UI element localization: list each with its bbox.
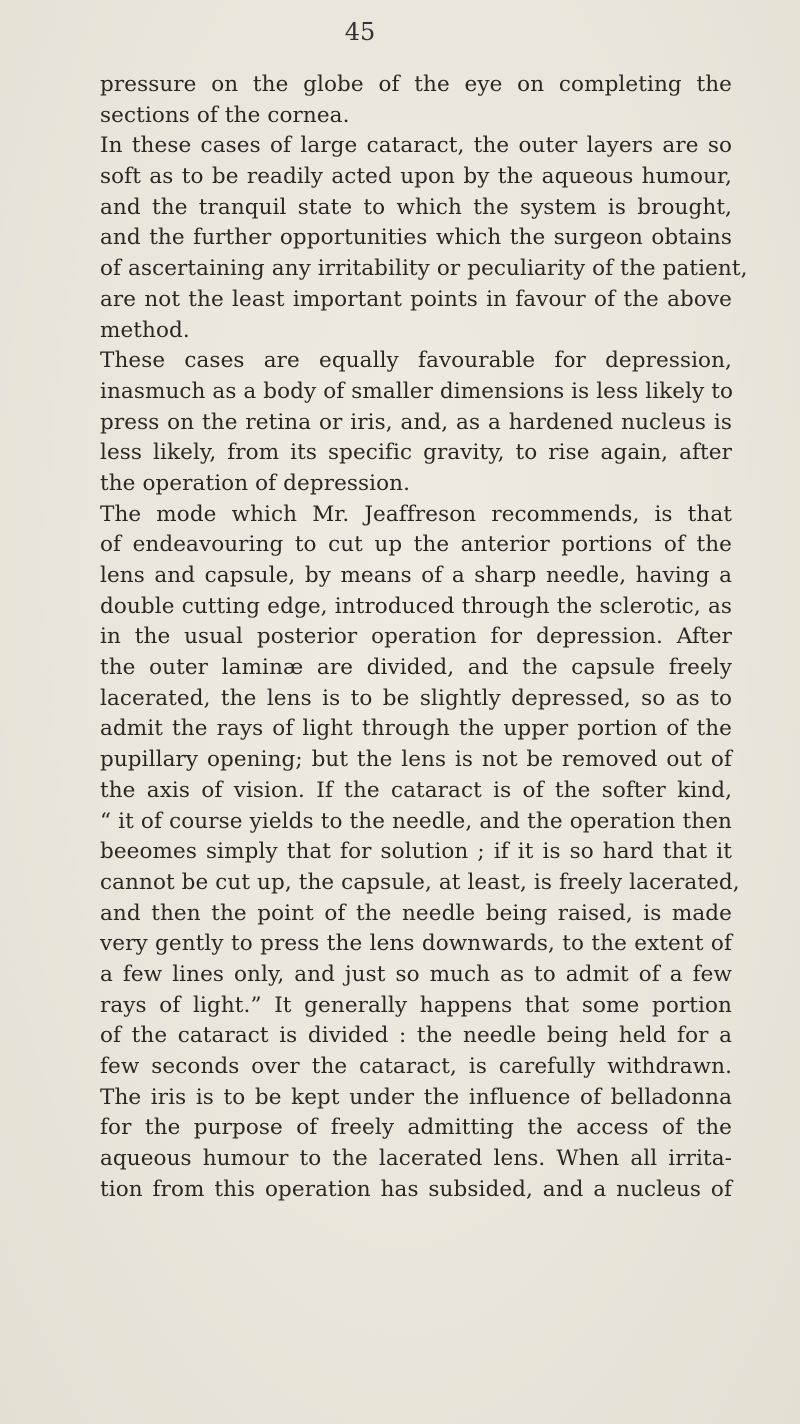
text-line: a few lines only, and just so much as to admit of a few (100, 961, 732, 987)
text-line: The iris is to be kept under the influence of belladonna (100, 1084, 732, 1110)
text-line: admit the rays of light through the upper portion of the (100, 716, 732, 742)
text-line: In these cases of large cataract, the outer layers are so (100, 133, 732, 159)
text-line: the axis of vision. If the cataract is of the softer kind, (100, 777, 732, 803)
text-line: and the tranquil state to which the system is brought, (100, 194, 732, 220)
text-line: in the usual posterior operation for depression. After (100, 624, 732, 650)
text-line: of endeavouring to cut up the anterior portions of the (100, 532, 732, 558)
text-line: rays of light.” It generally happens that some portion (100, 992, 732, 1018)
text-line: pupillary opening; but the lens is not be removed out of (100, 747, 732, 773)
text-line: few seconds over the cataract, is carefully withdrawn. (100, 1054, 732, 1079)
text-line: inasmuch as a body of smaller dimensions is less likely to (100, 378, 734, 404)
text-line: pressure on the globe of the eye on completing the (100, 72, 732, 97)
page-number: 45 (344, 18, 376, 46)
text-line: “ it of course yields to the needle, and the operation then (100, 808, 732, 834)
text-line: lens and capsule, by means of a sharp needle, having a (100, 563, 732, 588)
text-line: tion from this operation has subsided, and a nucleus of (100, 1176, 732, 1202)
body-text (100, 70, 748, 1205)
text-line: sections of the cornea. (100, 102, 350, 128)
text-line: cannot be cut up, the capsule, at least, is freely lacerated, (100, 869, 740, 895)
text-line: for the purpose of freely admitting the access of the (100, 1115, 732, 1141)
text-line: of ascertaining any irritability or peculiarity of the patient, (100, 256, 748, 282)
text-line: and the further opportunities which the surgeon obtains (100, 225, 732, 251)
text-line: soft as to be readily acted upon by the aqueous humour, (100, 164, 732, 190)
text-line: The mode which Mr. Jeaffreson recommends, is that (100, 501, 732, 527)
text-line: method. (100, 317, 190, 343)
text-line: are not the least important points in favour of the above (100, 286, 732, 312)
text-line: the outer laminæ are divided, and the capsule freely (100, 655, 732, 681)
text-line: beeomes simply that for solution ; if it is so hard that it (100, 839, 732, 865)
text-line: lacerated, the lens is to be slightly depressed, so as to (100, 685, 732, 711)
text-line: the operation of depression. (100, 470, 411, 496)
text-line: aqueous humour to the lacerated lens. When all irrita- (100, 1146, 732, 1172)
text-line: press on the retina or iris, and, as a hardened nucleus is (100, 409, 732, 435)
text-line: of the cataract is divided : the needle being held for a (100, 1023, 732, 1049)
text-line: less likely, from its specific gravity, to rise again, after (100, 440, 732, 466)
text-line: and then the point of the needle being raised, is made (100, 900, 732, 926)
text-line: very gently to press the lens downwards, to the extent of (100, 931, 732, 957)
text-line: double cutting edge, introduced through the sclerotic, as (100, 593, 732, 619)
text-line: These cases are equally favourable for depression, (100, 348, 732, 374)
